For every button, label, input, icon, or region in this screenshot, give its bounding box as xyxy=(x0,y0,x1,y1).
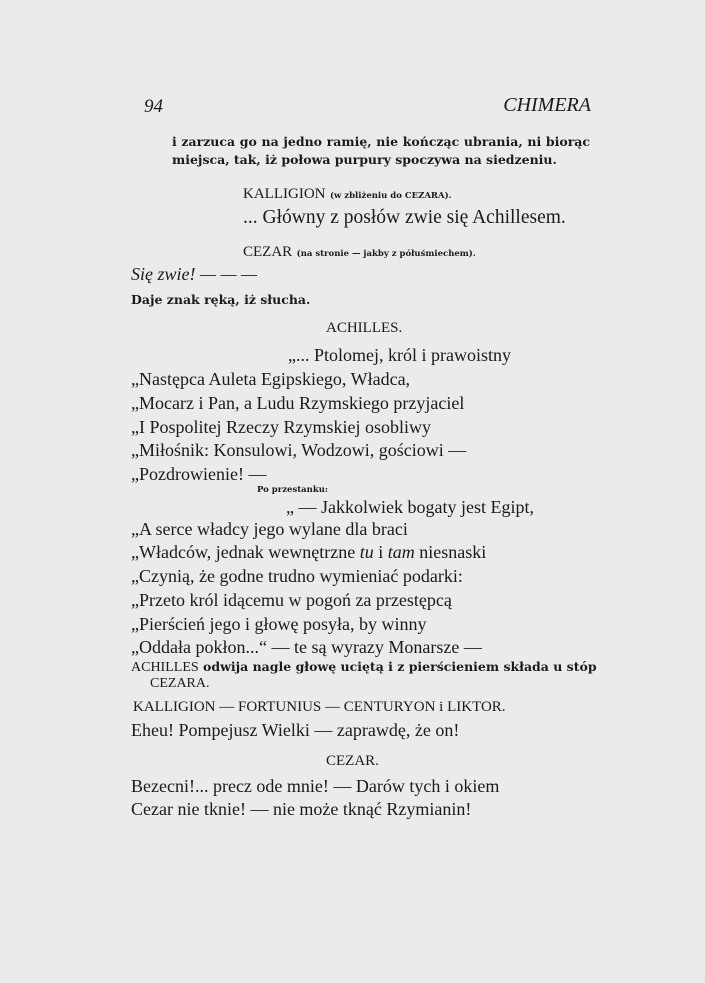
running-title: CHIMERA xyxy=(503,94,591,116)
verse-line: Bezecni!... precz ode mnie! — Darów tych i okiem xyxy=(131,776,500,796)
page-number: 94 xyxy=(144,96,163,117)
verse-line: „A serce władcy jego wylane dla braci xyxy=(131,519,408,539)
stage-direction: Daje znak ręką, iż słucha. xyxy=(131,292,311,307)
verse-line: „I Pospolitej Rzeczy Rzymskiej osobliwy xyxy=(131,417,431,437)
verse-line: „ — Jakkolwiek bogaty jest Egipt, xyxy=(286,497,534,517)
verse-italic: tu xyxy=(359,542,374,562)
stage-direction: CEZARA. xyxy=(150,676,210,691)
stage-direction xyxy=(131,659,597,676)
verse-line: „Miłośnik: Konsulowi, Wodzowi, gościowi — xyxy=(131,440,467,460)
speaker-heading: CEZAR. xyxy=(326,753,379,769)
speaker-note: (w zbliżeniu do CEZARA). xyxy=(329,191,452,201)
stage-text: odwija nagle głowę uciętą i z pierścieniem składa u stóp xyxy=(198,659,597,674)
verse-text: „Władców, jednak wewnętrzne xyxy=(131,542,360,562)
speaker-heading: ACHILLES. xyxy=(326,320,403,336)
speaker-heading: KALLIGION — FORTUNIUS — CENTURYON i LIKTOR. xyxy=(133,699,506,715)
verse-line: Się zwie! — — — xyxy=(131,264,257,284)
speaker-heading xyxy=(243,241,476,262)
verse-line: „Przeto król idącemu w pogoń za przestępcą xyxy=(131,590,452,610)
verse-line xyxy=(131,543,486,562)
verse-text: i xyxy=(373,542,388,562)
verse-line: „Pierścień jego i głowę posyła, by winny xyxy=(131,614,427,634)
verse-line: Cezar nie tknie! — nie może tknąć Rzymianin! xyxy=(131,799,472,819)
speaker-note: (na stronie — jakby z półuśmiechem). xyxy=(296,249,476,259)
verse-line: ... Główny z posłów zwie się Achillesem. xyxy=(243,207,566,228)
verse-line: „Pozdrowienie! — xyxy=(131,464,267,484)
verse-line: „... Ptolomej, król i prawoistny xyxy=(288,345,511,365)
speaker-name: CEZAR xyxy=(243,244,293,260)
verse-line: „Czynią, że godne trudno wymieniać podarki: xyxy=(131,566,463,586)
verse-line: „Mocarz i Pan, a Ludu Rzymskiego przyjaciel xyxy=(131,393,465,413)
speaker-heading xyxy=(243,183,452,204)
verse-text: niesnaski xyxy=(414,542,487,562)
verse-italic: tam xyxy=(387,542,415,562)
speaker-name: KALLIGION xyxy=(243,186,326,202)
stage-direction: i zarzuca go na jedno ramię, nie kończąc ubrania, ni biorąc xyxy=(172,134,590,149)
stage-direction: Po przestanku: xyxy=(257,485,329,495)
verse-line: „Oddała pokłon...“ — te są wyrazy Monarsze — xyxy=(131,637,482,657)
verse-line: „Następca Auleta Egipskiego, Władca, xyxy=(131,369,411,389)
speaker-name: ACHILLES xyxy=(131,660,199,675)
verse-line: Eheu! Pompejusz Wielki — zaprawdę, że on! xyxy=(131,720,460,740)
stage-direction: miejsca, tak, iż połowa purpury spoczywa na siedzeniu. xyxy=(172,152,557,167)
